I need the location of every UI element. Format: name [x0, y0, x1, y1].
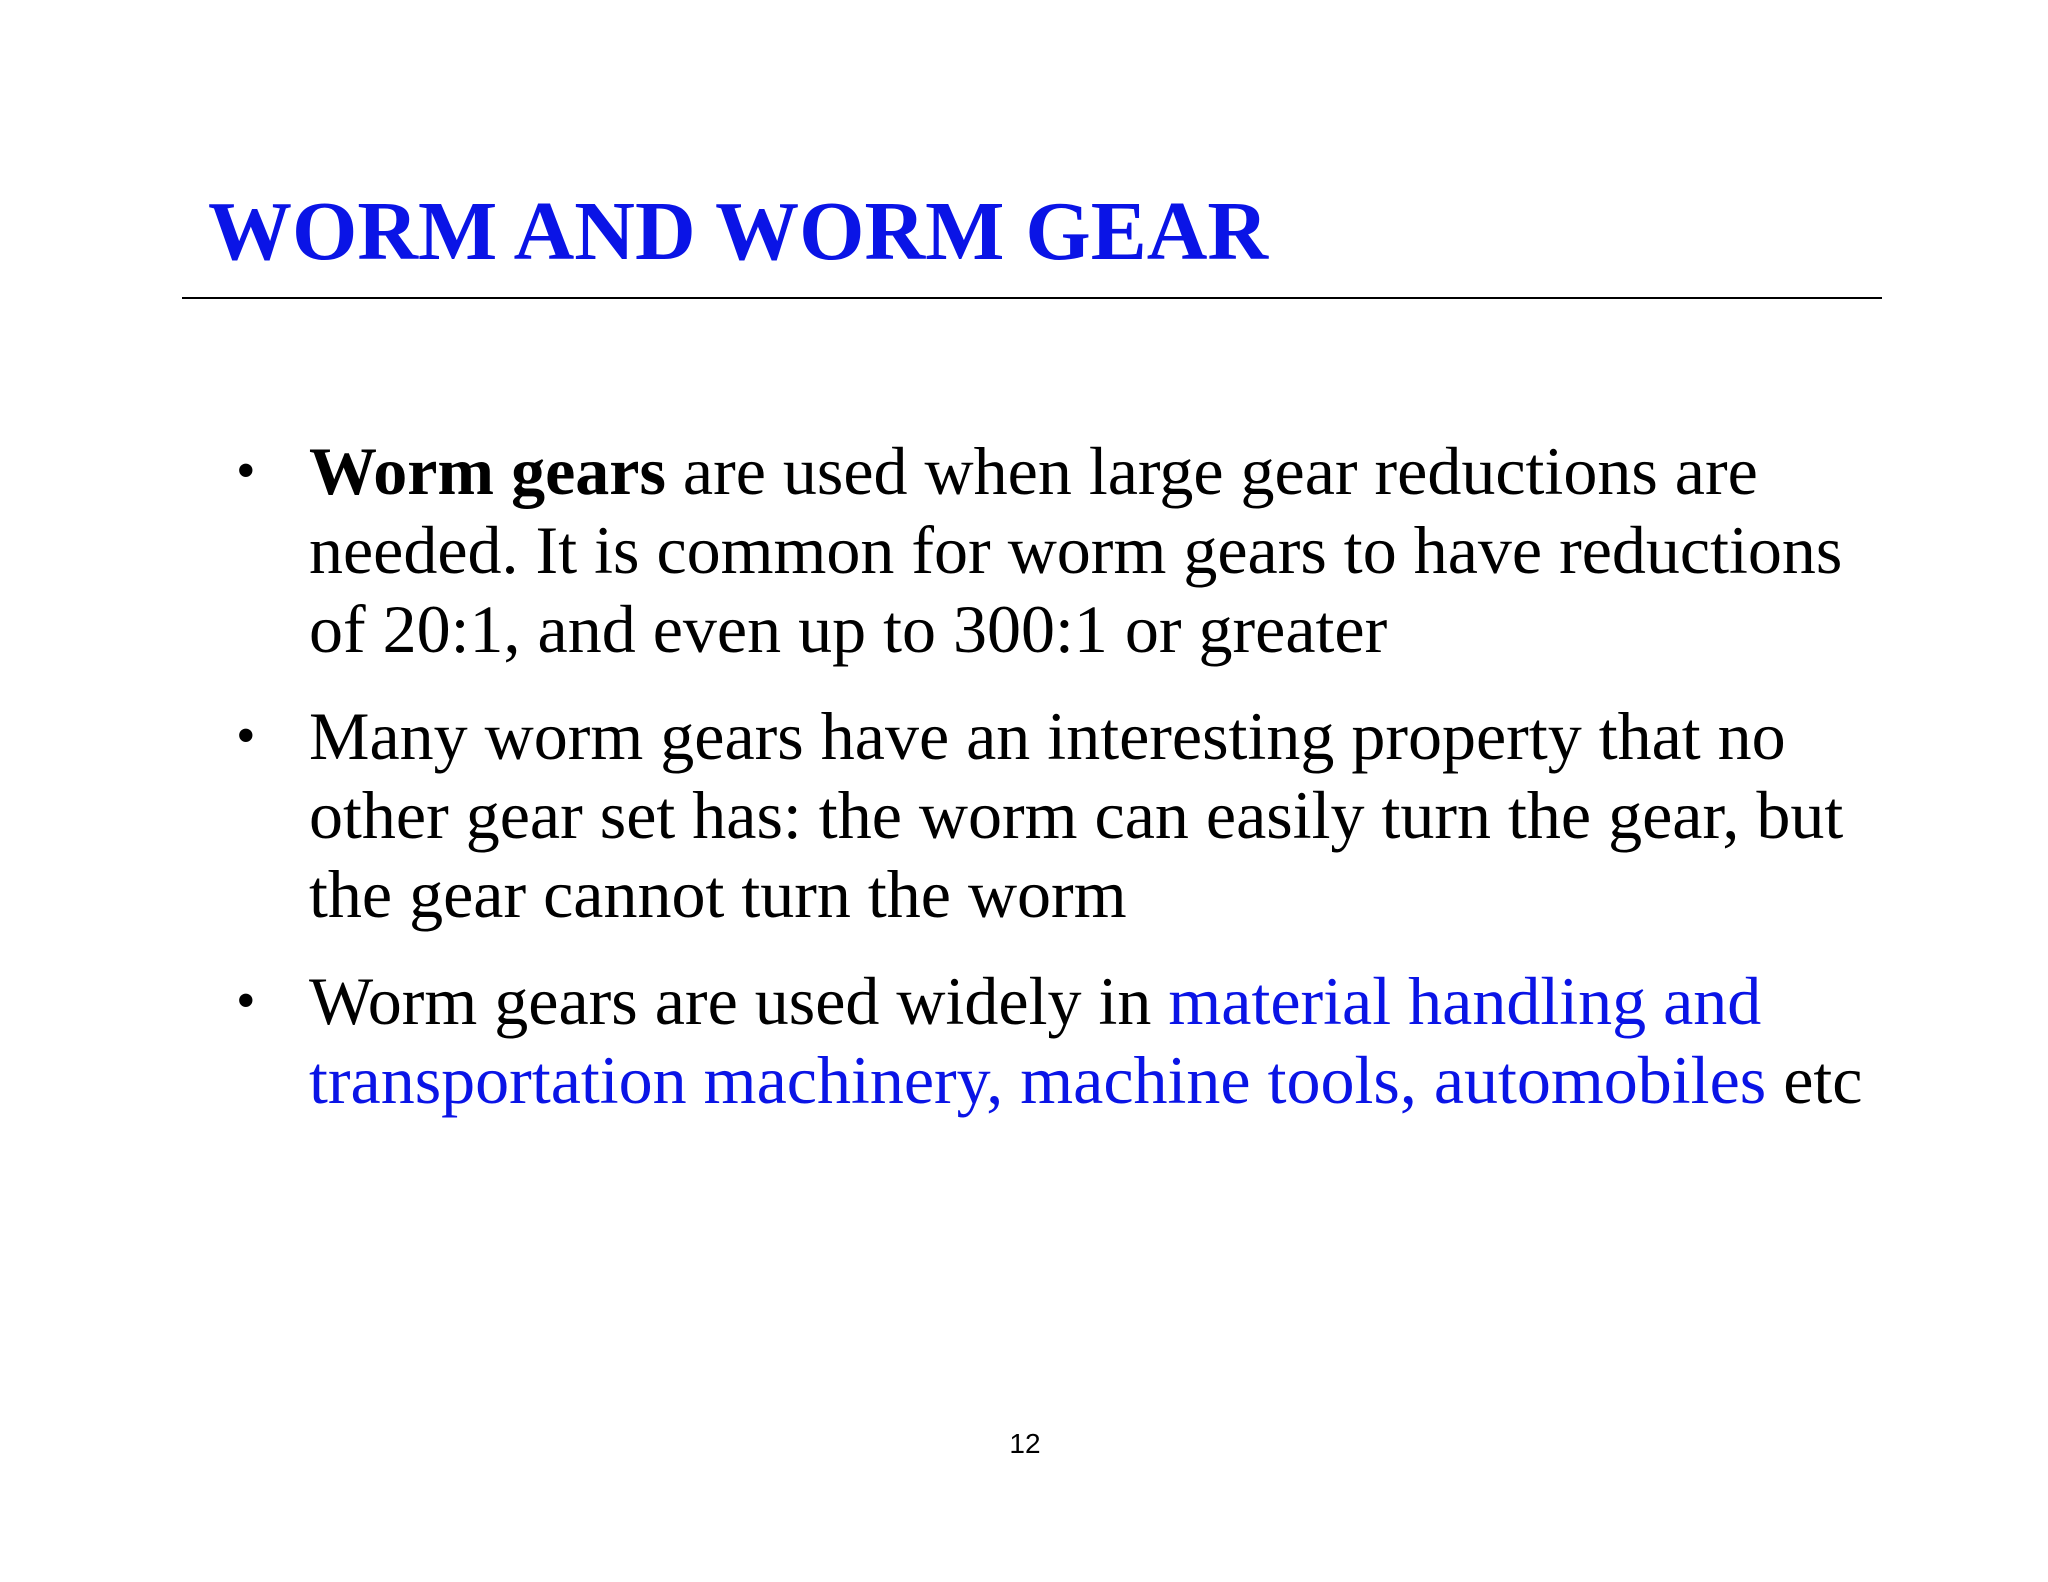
- bullet-text-after: etc: [1766, 1042, 1863, 1118]
- bullet-item-worm-gears: [236, 432, 1896, 669]
- bullet-text: are used when large gear reductions are needed. It is common for worm gears to have reductions of 20:1, and even up to 300:1 or greater: [309, 433, 1843, 667]
- bullet-icon: •: [236, 970, 256, 1032]
- bullet-text: Many worm gears have an interesting property that no other gear set has: the worm can easily turn the gear, but the gear cannot turn the worm: [309, 698, 1844, 932]
- bullet-item-property: [236, 697, 1896, 934]
- bullet-text-before: Worm gears are used widely in: [309, 963, 1169, 1039]
- bullet-item-applications: [236, 962, 1896, 1120]
- slide-title: WORM AND WORM GEAR: [208, 185, 1269, 278]
- page-number: 12: [1009, 1428, 1041, 1459]
- bullet-list: [236, 432, 1896, 1148]
- bullet-icon: •: [236, 440, 256, 502]
- bullet-bold-lead: Worm gears: [309, 433, 666, 509]
- bullet-highlighted-text: material handling and transportation machinery, machine tools, automobiles: [309, 963, 1767, 1118]
- bullet-icon: •: [236, 705, 256, 767]
- title-divider: [182, 297, 1882, 299]
